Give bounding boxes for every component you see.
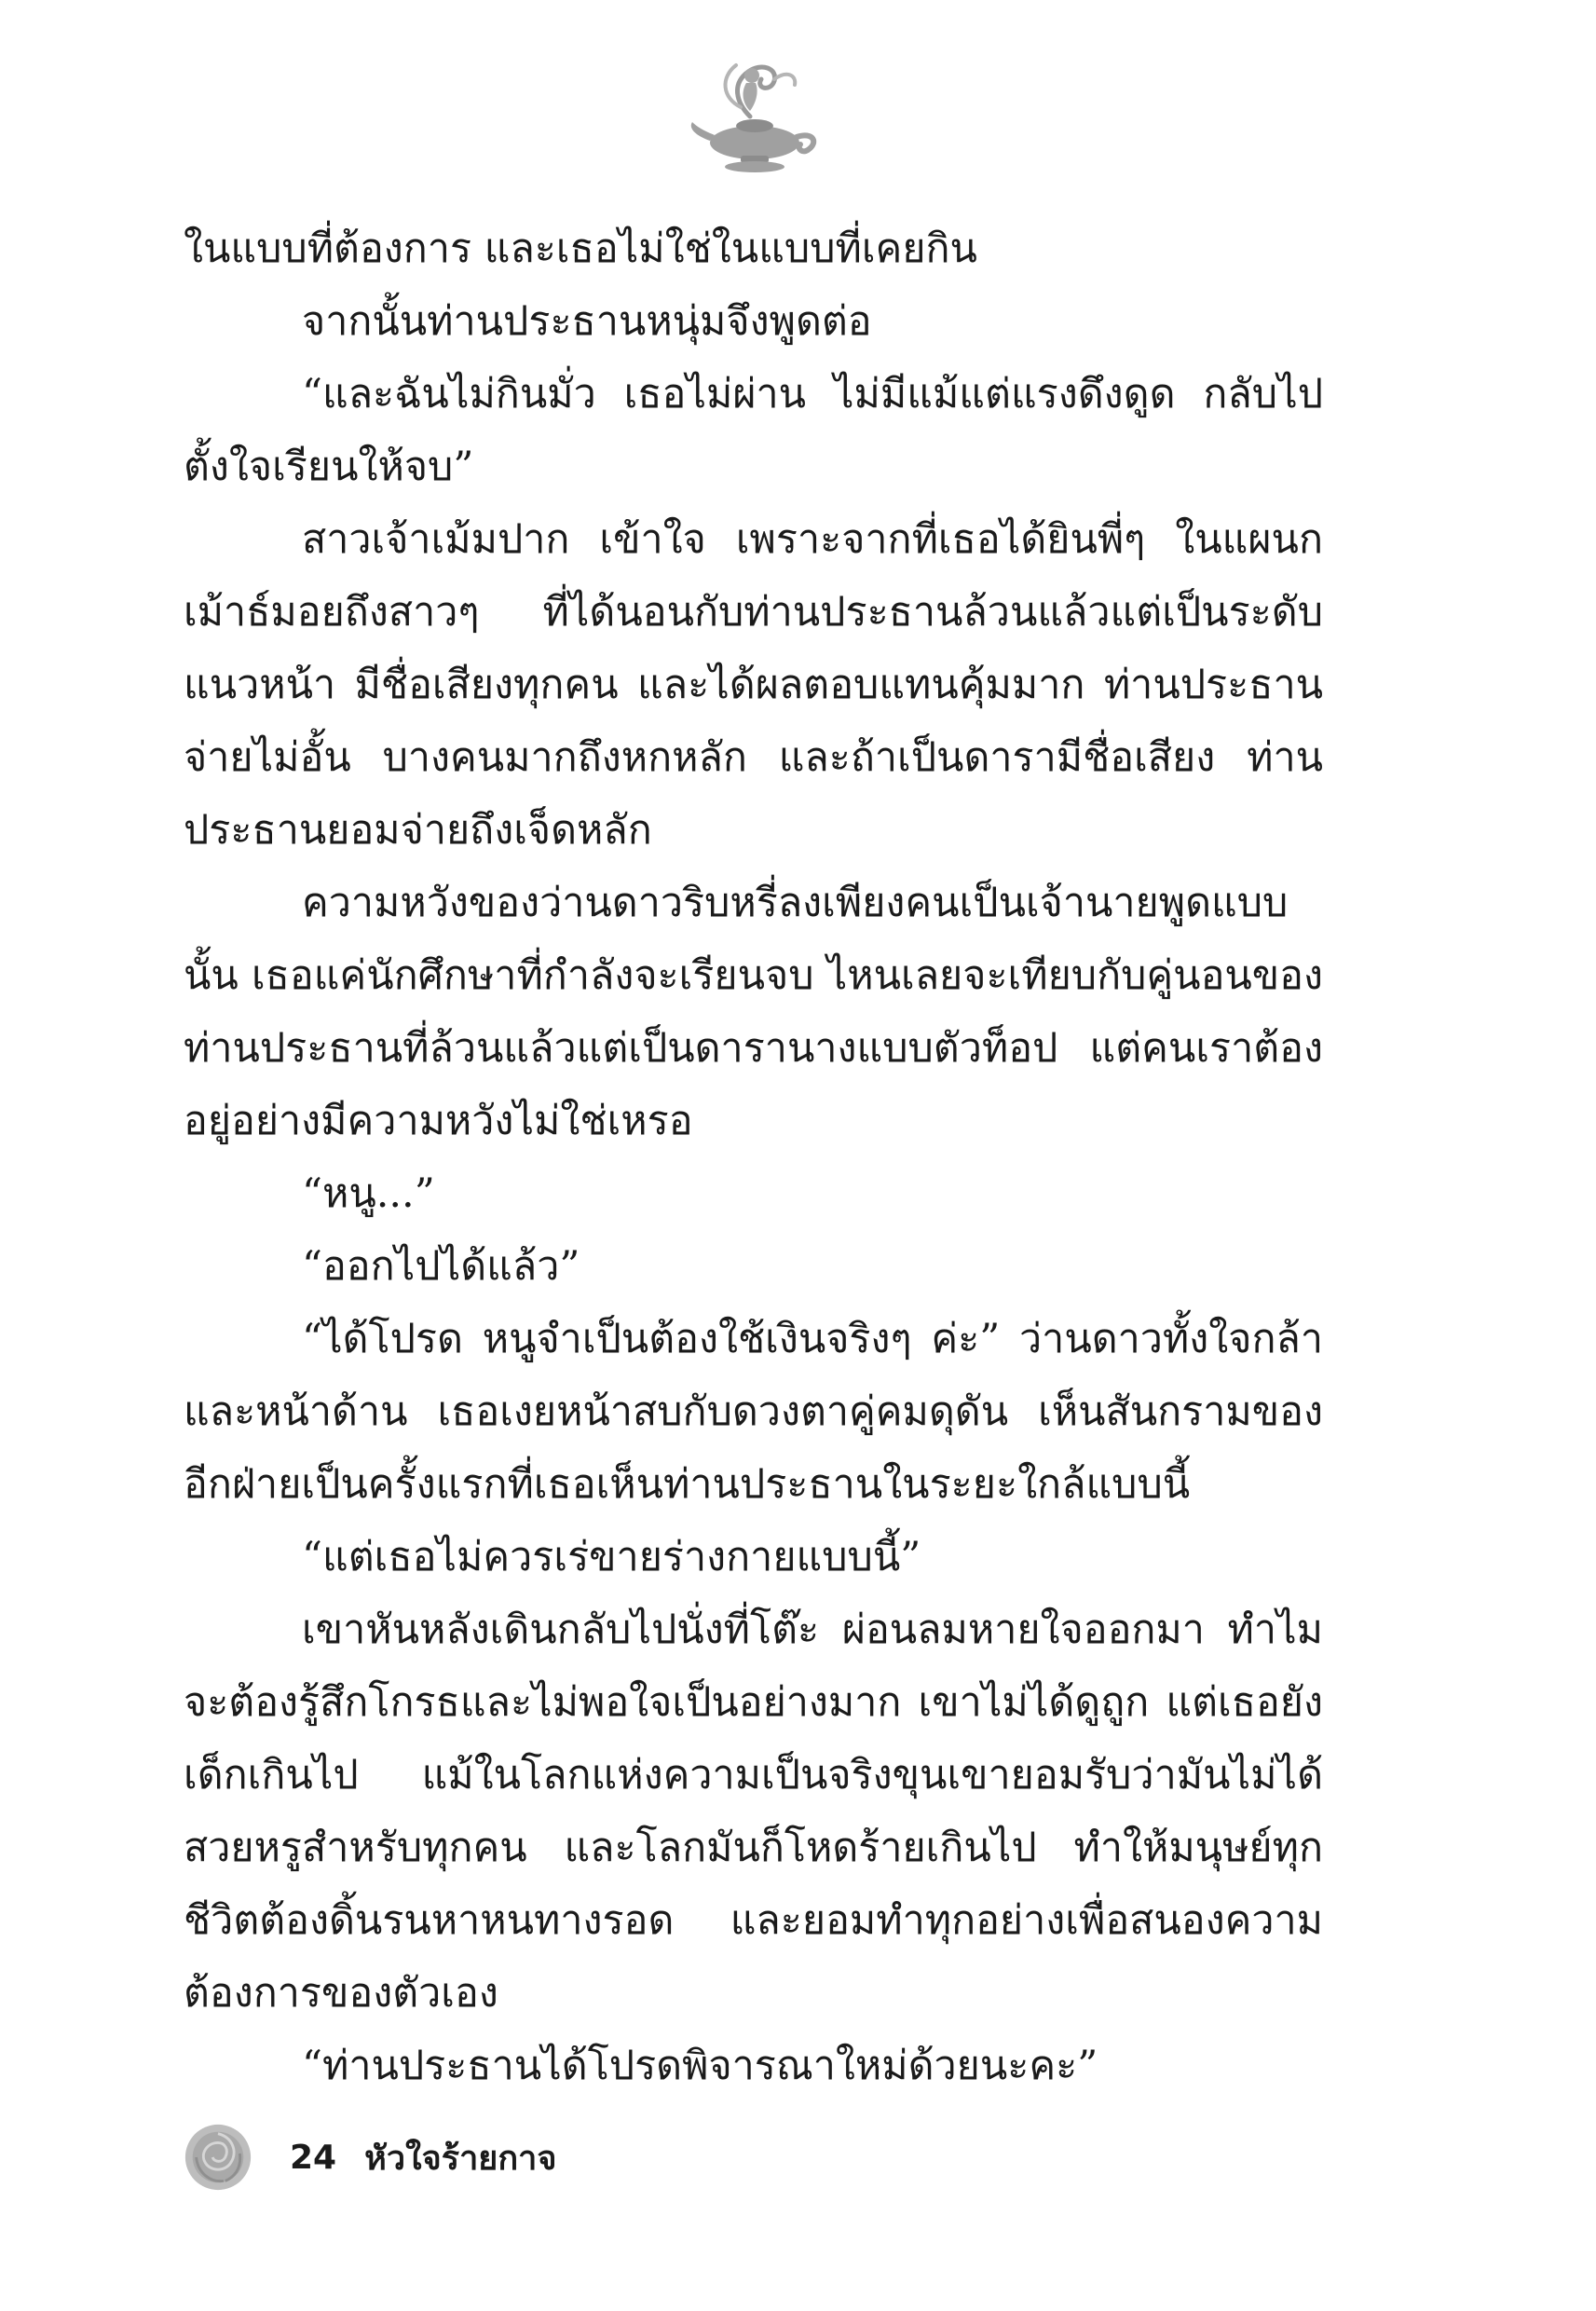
- paragraph: สาวเจ้าเม้มปาก เข้าใจ เพราะจากที่เธอได้ยินพี่ๆ ในแผนกเม้าธ์มอยถึงสาวๆ ที่ได้นอนกับท่านประธานล้วนแล้วแต่เป็นระดับแนวหน้า มีชื่อเสียงทุกคน และได้ผลตอบแทนคุ้มมาก ท่านประธานจ่ายไม่อั้น บางคนมากถึงหกหลัก และถ้าเป็นดารามีชื่อเสียง ท่านประธานยอมจ่ายถึงเจ็ดหลัก: [184, 516, 1323, 854]
- paragraph: ความหวังของว่านดาวริบหรี่ลงเพียงคนเป็นเจ้านายพูดแบบนั้น เธอแค่นักศึกษาที่กำลังจะเรียนจบ ไหนเลยจะเทียบกับคู่นอนของท่านประธานที่ล้วนแล้วแต่เป็นดารานางแบบตัวท็อป แต่คนเราต้องอยู่อย่างมีความหวังไม่ใช่เหรอ: [184, 880, 1323, 1144]
- page-footer: [182, 2115, 834, 2199]
- paragraph: “ออกไปได้แล้ว”: [302, 1243, 580, 1290]
- rose-icon: [182, 2121, 254, 2194]
- paragraph: “ท่านประธานได้โปรดพิจารณาใหม่ด้วยนะคะ”: [302, 2043, 1098, 2089]
- paragraph: “ได้โปรด หนูจำเป็นต้องใช้เงินจริงๆ ค่ะ” ว่านดาวทั้งใจกล้าและหน้าด้าน เธอเงยหน้าสบกับดวงตาคู่คมดุดัน เห็นสันกรามของอีกฝ่ายเป็นครั้งแรกที่เธอเห็นท่านประธานในระยะใกล้แบบนี้: [184, 1316, 1323, 1508]
- page-number: 24: [290, 2138, 337, 2177]
- genie-lamp-icon: [685, 51, 825, 177]
- paragraph: เขาหันหลังเดินกลับไปนั่งที่โต๊ะ ผ่อนลมหายใจออกมา ทำไมจะต้องรู้สึกโกรธและไม่พอใจเป็นอย่างมาก เขาไม่ได้ดูถูก แต่เธอยังเด็กเกินไป แม้ในโลกแห่งความเป็นจริงขุนเขายอมรับว่ามันไม่ได้สวยหรูสำหรับทุกคน และโลกมันก็โหดร้ายเกินไป ทำให้มนุษย์ทุกชีวิตต้องดิ้นรนหาหนทางรอด และยอมทำทุกอย่างเพื่อสนองความต้องการของตัวเอง: [184, 1607, 1323, 2017]
- paragraph: “และฉันไม่กินมั่ว เธอไม่ผ่าน ไม่มีแม้แต่แรงดึงดูด กลับไปตั้งใจเรียนให้จบ”: [184, 371, 1323, 490]
- paragraph: “หนู...”: [302, 1170, 435, 1217]
- body-text: [184, 212, 1323, 2102]
- paragraph: “แต่เธอไม่ควรเร่ขายร่างกายแบบนี้”: [302, 1534, 921, 1580]
- paragraph: ในแบบที่ต้องการ และเธอไม่ใช่ในแบบที่เคยกิน: [184, 226, 977, 272]
- book-title: หัวใจร้ายกาจ: [364, 2139, 557, 2178]
- paragraph: จากนั้นท่านประธานหนุ่มจึงพูดต่อ: [302, 298, 872, 345]
